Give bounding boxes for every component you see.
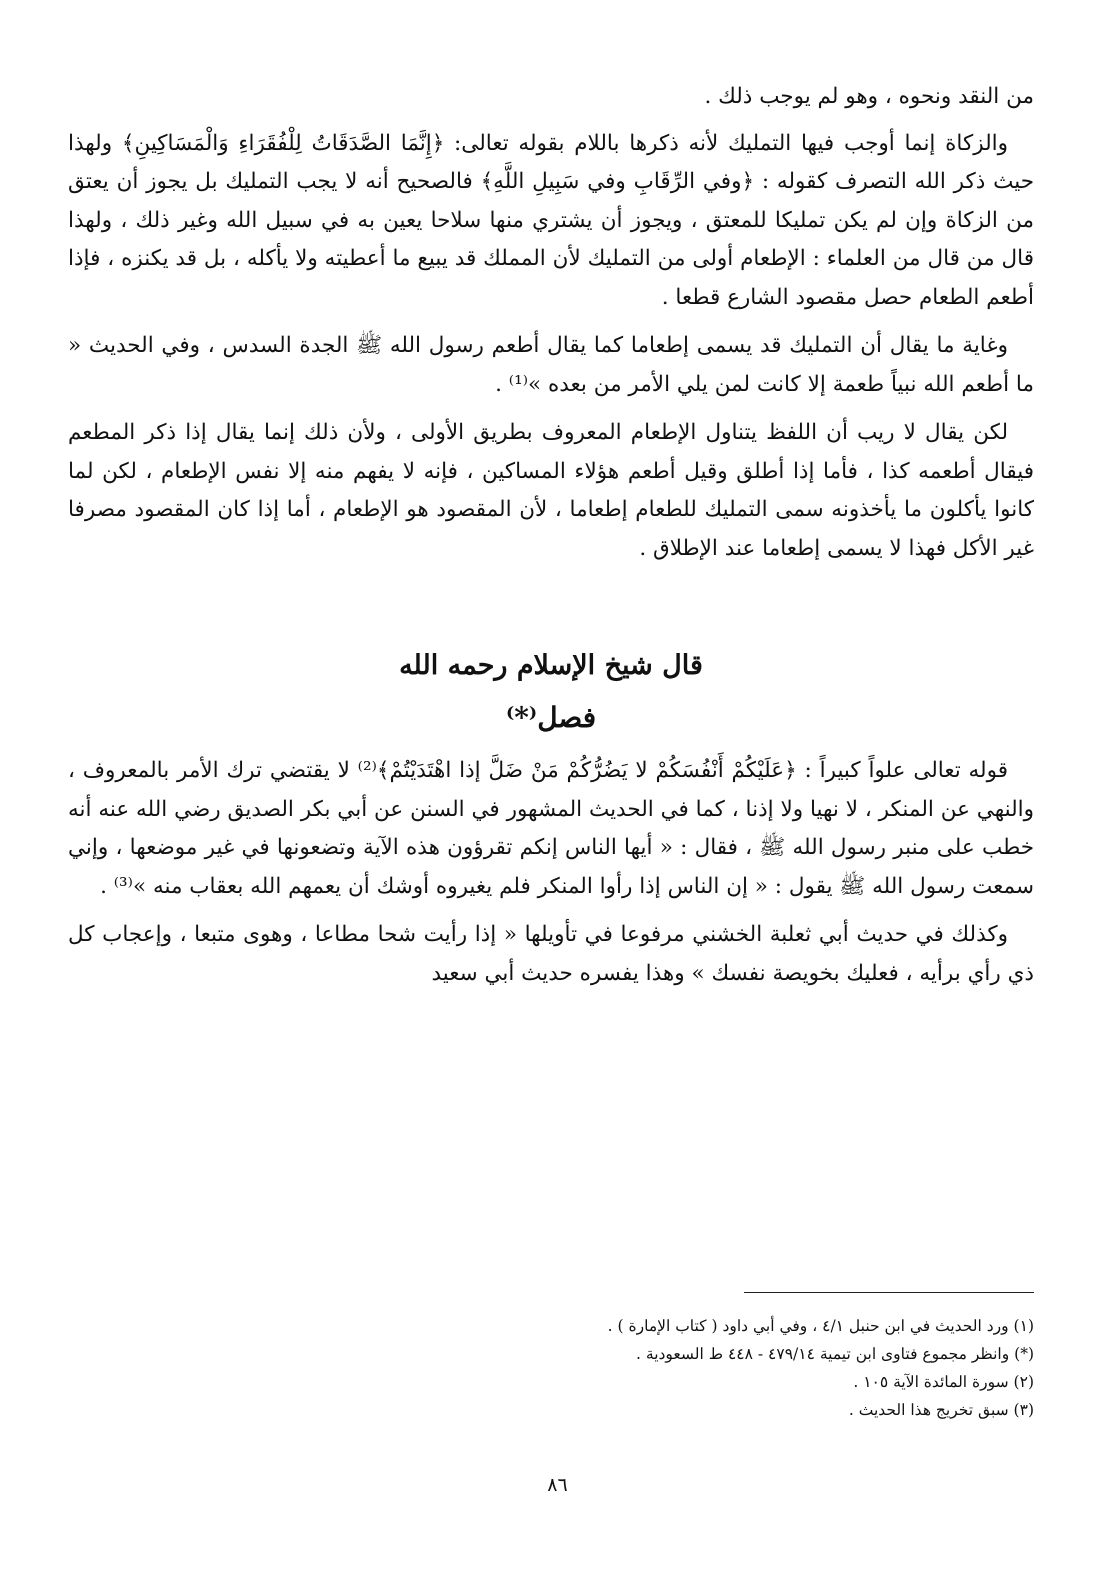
footnote-1: (١) ورد الحديث في ابن حنبل ٤/١ ، وفي أبي داود ( كتاب الإمارة ) . xyxy=(607,1317,1034,1335)
footnote-star: (*) وانظر مجموع فتاوى ابن تيمية ٤٧٩/١٤ - ٤٤٨ ط السعودية . xyxy=(636,1345,1034,1363)
paragraph-itam: لكن يقال لا ريب أن اللفظ يتناول الإطعام المعروف بطريق الأولى ، ولأن ذلك إنما يقال إذا ذكر المطعم فيقال أطعمه كذا ، فأما إذا أطلق وقيل أطعم هؤلاء المساكين ، فإنه لا يفهم منه إلا نفس الإطعام ، لكن لما كانوا يأكلون ما يأخذونه سمى التمليك للطعام إطعاما ، لأن المقصود هو الإطعام ، أما إذا كان المقصود مصرفا غير الأكل فهذا لا يسمى إطعاما عند الإطلاق . xyxy=(68,420,1034,561)
paragraph-ayah: قوله تعالى علواً كبيراً : ﴿عَلَيْكُمْ أَنْفُسَكُمْ لا يَضُرُّكُمْ مَنْ ضَلَّ إذا اهْتَدَيْتُمْ﴾⁽²⁾ لا يقتضي ترك الأمر بالمعروف ، والنهي عن المنكر ، لا نهيا ولا إذنا ، كما في الحديث المشهور في السنن عن أبي بكر الصديق رضي الله عنه أنه خطب على منبر رسول الله ﷺ ، فقال : « أيها الناس إنكم تقرؤون هذه الآية وتضعونها في غير موضعها ، وإني سمعت رسول الله ﷺ يقول : « إن الناس إذا رأوا المنكر فلم يغيروه أوشك أن يعمهم الله بعقاب منه »⁽³⁾ . xyxy=(68,758,1034,899)
footnote-divider xyxy=(744,1292,1034,1293)
footnote-2: (٢) سورة المائدة الآية ١٠٥ . xyxy=(853,1373,1034,1391)
paragraph-hadith: وكذلك في حديث أبي ثعلبة الخشني مرفوعا في تأويلها « إذا رأيت شحا مطاعا ، وهوى متبعا ، وإعجاب كل ذي رأي برأيه ، فعليك بخويصة نفسك » وهذا يفسره حديث أبي سعيد xyxy=(68,922,1034,986)
page-body xyxy=(68,78,1034,1003)
paragraph-continuation: من النقد ونحوه ، وهو لم يوجب ذلك . xyxy=(704,84,1034,109)
paragraph-tamlik: وغاية ما يقال أن التمليك قد يسمى إطعاما كما يقال أطعم رسول الله ﷺ الجدة السدس ، وفي الحديث « ما أطعم الله نبياً طعمة إلا كانت لمن يلي الأمر من بعده »⁽¹⁾ . xyxy=(68,333,1034,397)
paragraph-zakat: والزكاة إنما أوجب فيها التمليك لأنه ذكرها باللام بقوله تعالى: ﴿إِنَّمَا الصَّدَقَاتُ لِلْفُقَرَاءِ وَالْمَسَاكِينِ﴾ ولهذا حيث ذكر الله التصرف كقوله : ﴿وفي الرِّقَابِ وفي سَبِيلِ اللَّهِ﴾ فالصحيح أنه لا يجب التمليك بل يجوز أن يعتق من الزكاة وإن لم يكن تمليكا للمعتق ، ويجوز أن يشتري منها سلاحا يعين به في سبيل الله وغير ذلك ، ولهذا قال من قال من العلماء : الإطعام أولى من التمليك لأن المملك قد يبيع ما أعطيته ولا يأكله ، بل قد يكنزه ، فإذا أطعم الطعام حصل مقصود الشارع قطعا . xyxy=(68,130,1034,310)
section-subheading: فصل⁽*⁾ xyxy=(505,701,597,734)
section-spacer xyxy=(68,578,1034,644)
footnotes xyxy=(68,1312,1034,1424)
section-heading: قال شيخ الإسلام رحمه الله xyxy=(399,650,703,681)
footnote-3: (٣) سبق تخريج هذا الحديث . xyxy=(848,1401,1034,1419)
page-number: ٨٦ xyxy=(547,1474,568,1496)
